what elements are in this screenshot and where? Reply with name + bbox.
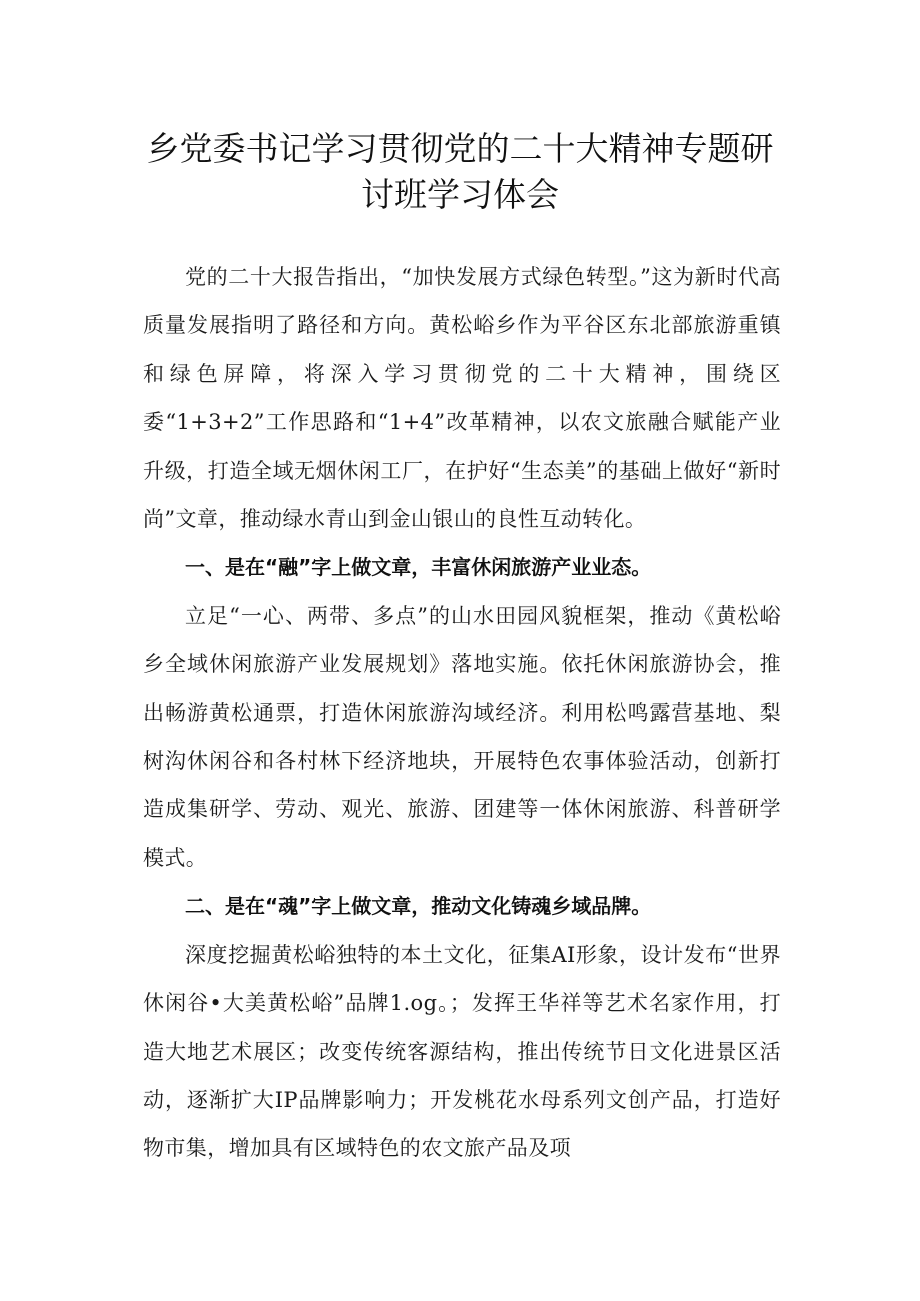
section-paragraph-1: 立足“一心、两带、多点”的山水田园风貌框架，推动《黄松峪乡全域休闲旅游产业发展规划》落地实施。依托休闲旅游协会，推出畅游黄松通票，打造休闲旅游沟域经济。利用松鸣露营基地、梨树沟休闲谷和各村林下经济地块，开展特色农事体验活动，创新打造成集研学、劳动、观光、旅游、团建等一体休闲旅游、科普研学模式。 (143, 603, 781, 870)
document-title-line-1: 乡党委书记学习贯彻党的二十大精神专题研 (146, 129, 774, 168)
document-body (143, 253, 781, 1173)
intro-paragraph: 党的二十大报告指出，“加快发展方式绿色转型。”这为新时代高质量发展指明了路径和方向。黄松峪乡作为平谷区东北部旅游重镇和绿色屏障，将深入学习贯彻党的二十大精神，围绕区委“1+3+2”工作思路和“1+4”改革精神，以农文旅融合赋能产业升级，打造全域无烟休闲工厂，在护好“生态美”的基础上做好“新时尚”文章，推动绿水青山到金山银山的良性互动转化。 (143, 265, 781, 532)
section-heading-2: 二、是在“魂”字上做文章，推动文化铸魂乡域品牌。 (185, 894, 652, 919)
section-heading-1: 一、是在“融”字上做文章，丰富休闲旅游产业业态。 (185, 555, 652, 580)
section-paragraph-2: 深度挖掘黄松峪独特的本土文化，征集AI形象，设计发布“世界休闲谷•大美黄松峪”品牌1.og。；发挥王华祥等艺术名家作用，打造大地艺术展区；改变传统客源结构，推出传统节日文化进景区活动，逐渐扩大IP品牌影响力；开发桃花水母系列文创产品，打造好物市集，增加具有区域特色的农文旅产品及项 (143, 942, 781, 1161)
document-title-line-2: 讨班学习体会 (361, 175, 559, 214)
